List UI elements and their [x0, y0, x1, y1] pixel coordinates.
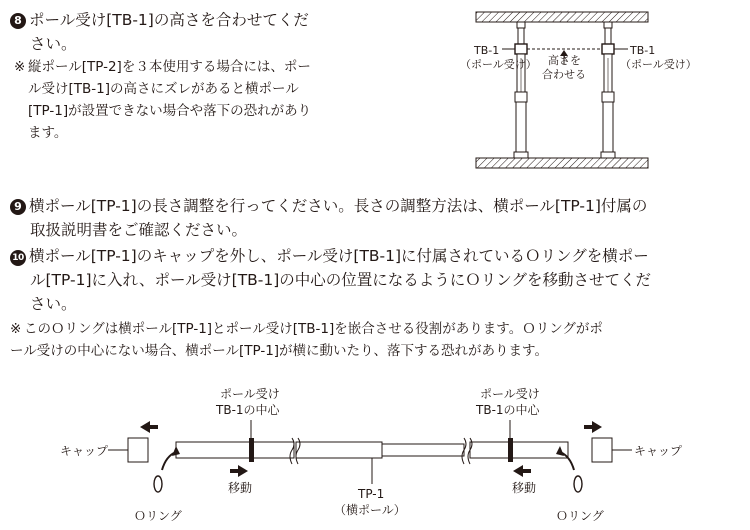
step-9-line-2: 取扱説明書をご確認ください。 [30, 221, 248, 239]
right-tb1-label: TB-1 [630, 44, 656, 57]
left-cap-label: キャップ [60, 444, 109, 458]
left-vertical-pole [514, 22, 528, 158]
left-center-label-1: ポール受け [220, 387, 280, 401]
tp1-label: TP-1 [358, 487, 385, 501]
left-o-ring [154, 476, 162, 492]
step-number-badge: 9 [10, 199, 26, 215]
right-vertical-pole [601, 22, 615, 158]
step-8-note-line-1: 縦ポール[TP-2]を３本使用する場合には、ポー [28, 59, 311, 75]
step-10-note [10, 318, 740, 362]
step-8-note-line-3: [TP-1]が設置できない場合や落下の恐れがあり [28, 103, 312, 119]
step-10-note-line-1: このＯリングは横ポール[TP-1]とポール受け[TB-1]を嵌合させる役割があります。Ｏリングがポ [24, 321, 603, 337]
step-number-badge: 10 [10, 250, 26, 266]
note-mark: ※ [10, 321, 22, 337]
o-ring-placement-diagram [0, 380, 750, 530]
right-center-label-2: TB-1の中心 [476, 403, 540, 417]
right-center-label-1: ポール受け [480, 387, 540, 401]
right-o-ring-on-pole [508, 438, 513, 462]
ceiling [476, 12, 648, 22]
step-8-note-line-2: ル受け[TB-1]の高さにズレがあると横ポール [28, 81, 299, 97]
arrow-right-icon [584, 421, 602, 433]
pole-holder-height-diagram [460, 6, 697, 176]
step-number-badge: 8 [10, 13, 26, 29]
step-8-line-2: さい。 [30, 35, 77, 53]
right-o-ring [574, 476, 582, 492]
right-pole-holder-label: （ポール受け） [620, 58, 697, 71]
move-right-label: 移動 [512, 481, 537, 495]
left-pole-holder-label: （ポール受け） [460, 58, 537, 71]
move-right-arrow-icon [230, 465, 248, 477]
step-9-instruction [10, 194, 740, 242]
move-left-arrow-icon [513, 465, 531, 477]
tp1-horizontal-pole-label: （横ポール） [334, 503, 406, 517]
step-10-line-1: 横ポール[TP-1]のキャップを外し、ポール受け[TB-1]に付属されているＯリングを横ポー [29, 247, 649, 265]
step-8-note [14, 56, 394, 144]
note-mark: ※ [14, 59, 26, 75]
step-10-instruction [10, 244, 740, 316]
floor [476, 158, 648, 168]
step-10-line-2: ル[TP-1]に入れ、ポール受け[TB-1]の中心の位置になるようにＯリングを移動させてくだ [30, 271, 651, 289]
left-o-ring-label: Ｏリング [134, 509, 182, 523]
right-cap [592, 438, 612, 462]
align-height-label-2: 合わせる [542, 68, 586, 81]
step-8-line-1: ポール受け[TB-1]の高さを合わせてくだ [29, 11, 309, 29]
step-10-line-3: さい。 [30, 295, 77, 313]
step-8-instruction [10, 8, 410, 56]
move-left-label: 移動 [228, 481, 253, 495]
align-height-label-1: 高さを [548, 54, 581, 67]
left-cap [128, 438, 148, 462]
left-center-label-2: TB-1の中心 [216, 403, 280, 417]
right-cap-label: キャップ [634, 444, 683, 458]
left-o-ring-on-pole [249, 438, 254, 462]
right-o-ring-label: Ｏリング [556, 509, 604, 523]
step-10-note-line-2: ール受けの中心にない場合、横ポール[TP-1]が横に動いたり、落下する恐れがあります。 [10, 343, 548, 359]
arrow-left-icon [140, 421, 158, 433]
step-9-line-1: 横ポール[TP-1]の長さ調整を行ってください。長さの調整方法は、横ポール[TP-1]付属の [29, 197, 648, 215]
left-tb1-label: TB-1 [474, 44, 500, 57]
step-8-note-line-4: ます。 [28, 125, 68, 141]
